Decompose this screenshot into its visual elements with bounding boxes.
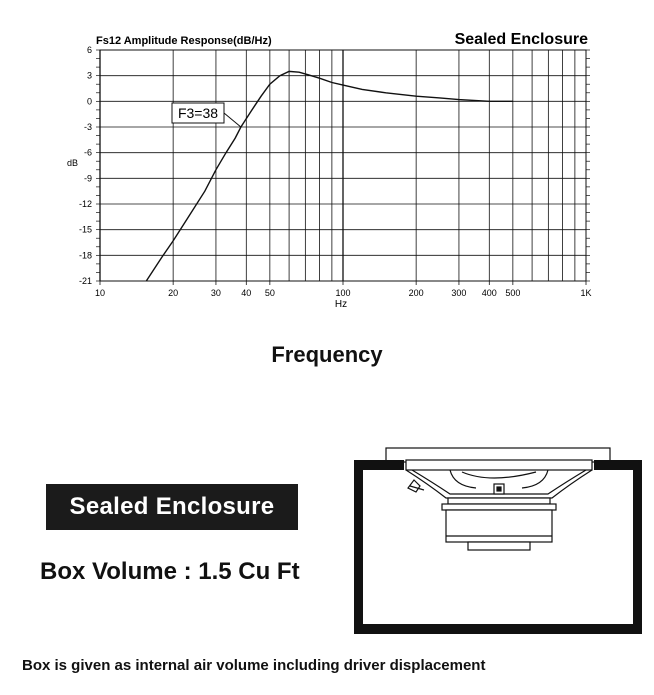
y-tick-label: -9 [83, 173, 92, 184]
x-tick-label: 40 [241, 288, 252, 298]
x-tick-label: 30 [210, 288, 221, 298]
y-tick-label: 6 [86, 45, 92, 55]
box-volume-text: Box Volume : 1.5 Cu Ft [40, 558, 300, 585]
y-tick-label: 0 [86, 96, 92, 107]
x-tick-label: 1K [580, 288, 592, 298]
enclosure-illustration [350, 446, 644, 636]
y-tick-label: 3 [86, 70, 92, 81]
y-tick-label: -3 [83, 122, 92, 132]
y-tick-label: -15 [78, 224, 92, 235]
chart-annotations [172, 103, 241, 127]
amplitude-response-chart [0, 0, 654, 330]
y-tick-label: -18 [78, 250, 92, 261]
speaker-driver [406, 460, 592, 550]
x-tick-label: 20 [168, 288, 179, 298]
annotation-label: F3=38 [177, 105, 219, 121]
x-tick-label: 200 [408, 288, 424, 298]
y-tick-label: -21 [78, 276, 92, 286]
x-axis-label: Hz [334, 299, 348, 310]
y-tick-label: -6 [83, 147, 92, 158]
x-tick-label: 10 [94, 288, 106, 298]
x-tick-label: 50 [264, 288, 275, 298]
y-axis-label: dB [67, 158, 79, 168]
enclosure-badge: Sealed Enclosure [46, 484, 298, 530]
y-tick-label: -12 [78, 199, 92, 209]
x-tick-label: 500 [505, 288, 521, 298]
frequency-label: Frequency [271, 342, 383, 367]
x-tick-label: 300 [451, 288, 467, 298]
x-tick-label: 100 [335, 288, 351, 298]
footnote: Box is given as internal air volume including driver displacement [22, 657, 486, 674]
x-tick-label: 400 [481, 288, 497, 298]
chart-title: Fs12 Amplitude Response(dB/Hz) [96, 35, 272, 47]
chart-subtitle: Sealed Enclosure [454, 31, 588, 48]
annotation-leader [224, 113, 241, 127]
